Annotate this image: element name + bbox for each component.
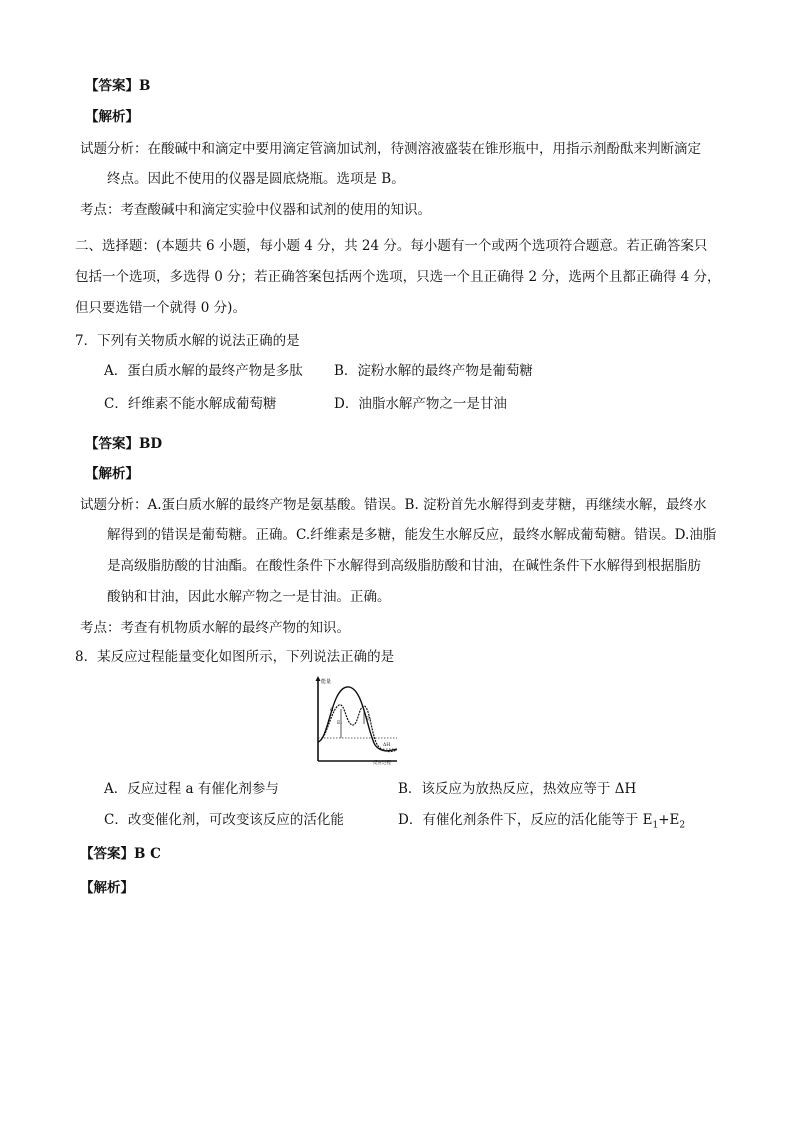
question-7-option-a: A．蛋白质水解的最终产物是多肽 [104,363,303,379]
answer-label-q6: 【答案】B [85,78,151,94]
analysis-label-q6: 【解析】 [85,109,139,125]
question-8-option-c: C．改变催化剂，可改变该反应的活化能 [104,812,344,828]
curve-a [318,687,397,751]
answer-label-q8: 【答案】B C [80,846,161,862]
section-two-instructions-line2: 包括一个选项，多选得 0 分；若正确答案包括两个选项，只选一个且正确得 2 分，选两个且都正确得 4 分， [75,269,721,285]
y-axis-label: 能量 [321,679,332,685]
question-8-option-b: B．该反应为放热反应，热效应等于 ΔH [398,781,637,797]
question-8-option-d-sub1: 1 [652,820,659,831]
question-8-option-a: A．反应过程 a 有催化剂参与 [104,781,279,797]
question-8-stem: 8．某反应过程能量变化如图所示，下列说法正确的是 [75,649,395,665]
analysis-text-q7-line4: 酸钠和甘油，因此水解产物之一是甘油。正确。 [107,589,391,605]
knowledge-point-q7: 考点：考查有机物质水解的最终产物的知识。 [80,620,350,636]
section-two-instructions-line3: 但只要选错一个就得 0 分)。 [75,300,246,316]
analysis-text-q6-line2: 终点。因此不使用的仪器是圆底烧瓶。选项是 B。 [107,171,405,187]
y-axis-arrow-icon [316,676,321,681]
curve-a-label: a [330,706,334,713]
knowledge-point-q6: 考点：考查酸碱中和滴定实验中仪器和试剂的使用的知识。 [80,202,431,218]
section-two-instructions-line1: 二、选择题：(本题共 6 小题，每小题 4 分，共 24 分。每小题有一个或两个选项符合题意。若正确答案只 [75,238,708,254]
e2-label: E₂ [366,717,372,722]
analysis-text-q7-line3: 是高级脂肪酸的甘油酯。在酸性条件下水解得到高级脂肪酸和甘油，在碱性条件下水解得到根据脂肪 [107,558,701,574]
question-8-option-d-plus: +E [658,812,680,828]
question-8-option-d [398,811,685,832]
question-8-option-d-text: D．有催化剂条件下，反应的活化能等于 E [398,812,653,828]
analysis-text-q7-line2: 解得到的错误是葡萄糖。正确。C.纤维素是多糖，能发生水解反应，最终水解成葡萄糖。错误。D.油脂 [107,527,717,543]
analysis-label-q8: 【解析】 [80,880,134,896]
question-7-option-d: D．油脂水解产物之一是甘油 [334,396,507,412]
energy-diagram [313,675,399,765]
question-7-stem: 7．下列有关物质水解的说法正确的是 [75,333,300,349]
x-axis-label: 反应过程 [373,761,391,765]
question-8-option-d-sub2: 2 [679,820,686,831]
e1-label: E₁ [337,721,343,726]
question-7-option-b: B．淀粉水解的最终产物是葡萄糖 [334,363,533,379]
delta-h-label: ΔH [383,743,391,748]
analysis-text-q7-line1: 试题分析：A.蛋白质水解的最终产物是氨基酸。错误。B. 淀粉首先水解得到麦芽糖，再继续水解，最终水 [80,497,707,513]
analysis-label-q7: 【解析】 [85,466,139,482]
analysis-text-q6-line1: 试题分析：在酸碱中和滴定中要用滴定管滴加试剂，待测溶液盛装在锥形瓶中，用指示剂酚酞来判断滴定 [80,141,701,157]
answer-label-q7: 【答案】BD [85,436,163,452]
question-7-option-c: C．纤维素不能水解成葡萄糖 [104,396,277,412]
